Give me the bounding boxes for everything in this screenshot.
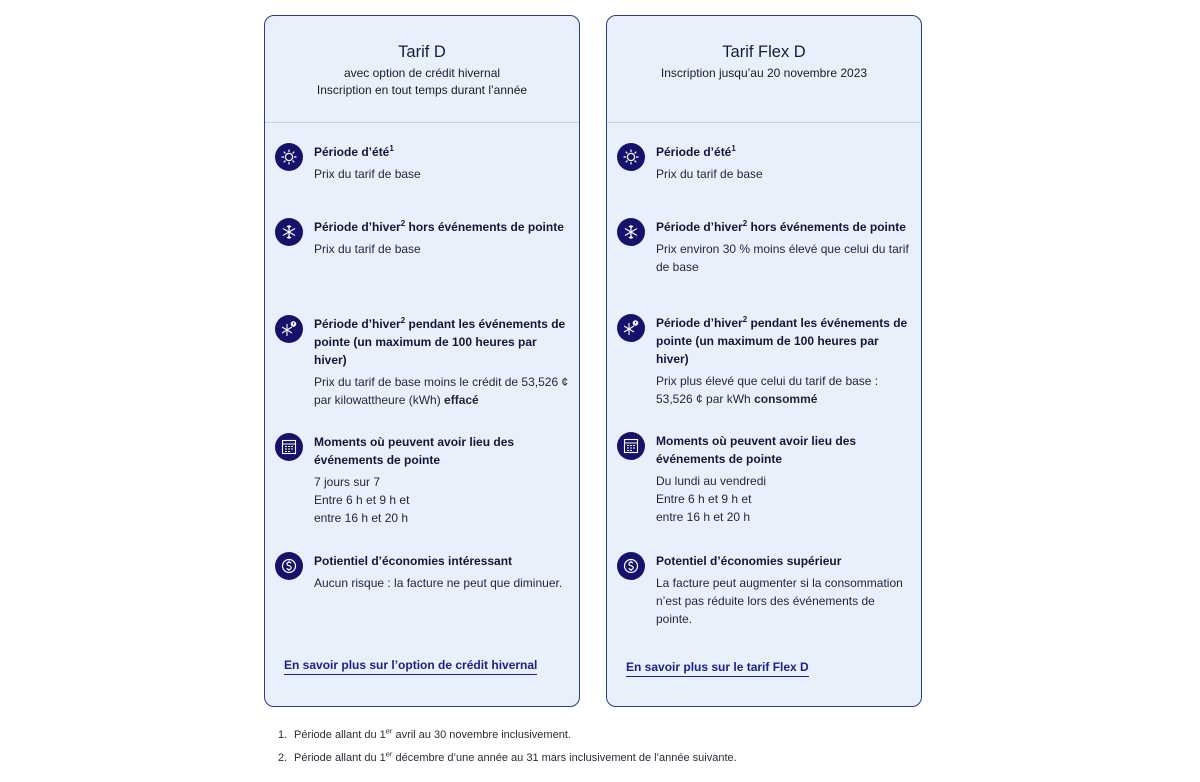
feature-title: Moments où peuvent avoir lieu des événements de pointe (314, 435, 515, 467)
savings-icon (275, 552, 303, 580)
feature-title: Période d’été$^1$ (314, 144, 394, 159)
feature-desc: Prix du tarif de base (314, 242, 421, 256)
card-title: Tarif D (398, 43, 446, 61)
feature-title: Potentiel d’économies supérieur (656, 554, 842, 568)
feature-winter-peak (275, 315, 571, 409)
feature-title: Potientiel d’économies intéressant (314, 554, 513, 568)
card-subtitle-bold: avec option de crédit hivernal (343, 66, 501, 80)
feature-summer (275, 143, 571, 183)
feature-peak-times (617, 432, 913, 526)
feature-desc: La facture peut augmenter si la consommation n’est pas réduite lors des événements de pointe. (656, 576, 903, 626)
footnotes (278, 728, 737, 774)
feature-peak-times (275, 433, 571, 527)
feature-desc: Prix du tarif de base moins le crédit de 53,526 ¢ par kilowattheure (kWh) effacé (314, 375, 569, 407)
feature-desc: Aucun risque : la facture ne peut que diminuer. (314, 576, 563, 590)
card-header (265, 16, 579, 123)
credit-hivernal-link[interactable]: En savoir plus sur l’option de crédit hivernal (284, 657, 537, 675)
feature-desc: Prix environ 30 % moins élevé que celui du tarif de base (656, 242, 909, 274)
tarif-flex-d-card (606, 15, 922, 707)
calendar-icon (275, 433, 303, 461)
feature-title: Moments où peuvent avoir lieu des événements de pointe (656, 434, 857, 466)
feature-title: Période d’hiver$^2$ hors événements de pointe (656, 219, 906, 234)
feature-savings (275, 552, 571, 592)
savings-icon (617, 552, 645, 580)
footnote-item: 2. Période allant du 1er décembre d’une année au 31 mars inclusivement de l’année suivante. (278, 749, 737, 764)
feature-desc: Prix plus élevé que celui du tarif de base : 53,526 ¢ par kWh consommé (656, 374, 879, 406)
feature-winter-peak (617, 314, 913, 408)
snowflake-icon (617, 218, 645, 246)
tarif-flex-d-link[interactable]: En savoir plus sur le tarif Flex D (626, 659, 809, 677)
feature-winter (275, 218, 571, 258)
feature-title: Période d’hiver$^2$ pendant les événements de pointe (un maximum de 100 heures par hiver) (314, 316, 566, 367)
footnote-item: 1. Période allant du 1er avril au 30 novembre inclusivement. (278, 726, 571, 741)
card-subtitle: Inscription en tout temps durant l’année (316, 83, 528, 97)
feature-title: Période d’été$^1$ (656, 144, 736, 159)
card-subtitle: Inscription jusqu’au 20 novembre 2023 (660, 66, 868, 80)
feature-desc: 7 jours sur 7 Entre 6 h et 9 h et entre 16 h et 20 h (314, 475, 410, 525)
feature-winter (617, 218, 913, 276)
feature-savings (617, 552, 913, 628)
tarif-d-card (264, 15, 580, 707)
sun-icon (617, 143, 645, 171)
snowflake-alert-icon (617, 314, 645, 342)
feature-desc: Prix du tarif de base (314, 167, 421, 181)
sun-icon (275, 143, 303, 171)
feature-title: Période d’hiver$^2$ pendant les événements de pointe (un maximum de 100 heures par hiver) (656, 315, 908, 366)
calendar-icon (617, 432, 645, 460)
snowflake-icon (275, 218, 303, 246)
feature-desc: Prix du tarif de base (656, 167, 763, 181)
feature-summer (617, 143, 913, 183)
snowflake-alert-icon (275, 315, 303, 343)
card-header (607, 16, 921, 123)
feature-desc: Du lundi au vendredi Entre 6 h et 9 h et entre 16 h et 20 h (656, 474, 767, 524)
feature-title: Période d’hiver$^2$ hors événements de pointe (314, 219, 564, 234)
card-title: Tarif Flex D (722, 43, 806, 61)
